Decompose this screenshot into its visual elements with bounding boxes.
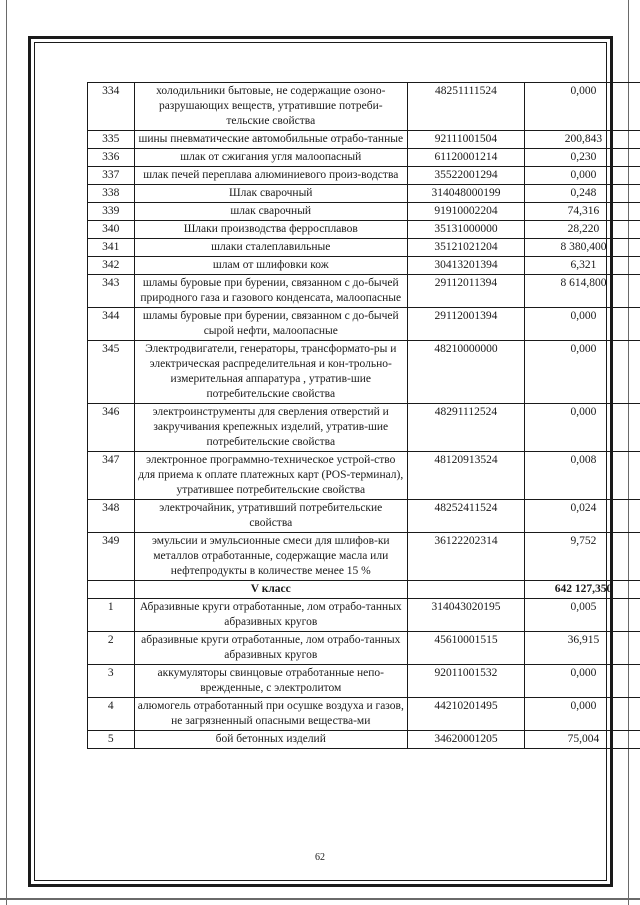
waste-name: алюмогель отработанный при осушке воздуха и газов, не загрязненный опасными вещества-ми — [134, 698, 407, 731]
scan-edge-left — [6, 0, 7, 905]
waste-name: шлак печей переплава алюминиевого произ-водства — [134, 167, 407, 185]
row-number: 337 — [88, 167, 135, 185]
row-number: 4 — [88, 698, 135, 731]
waste-amount: 36,915 — [524, 632, 640, 665]
row-number: 348 — [88, 500, 135, 533]
row-number: 342 — [88, 257, 135, 275]
waste-code: 36122202314 — [407, 533, 524, 581]
row-number: 5 — [88, 731, 135, 749]
waste-amount: 0,024 — [524, 500, 640, 533]
waste-amount: 0,000 — [524, 404, 640, 452]
row-number: 336 — [88, 149, 135, 167]
table-row — [88, 731, 640, 749]
waste-name: шлак от сжигания угля малоопасный — [134, 149, 407, 167]
waste-name: шины пневматические автомобильные отрабо-танные — [134, 131, 407, 149]
row-number: 1 — [88, 599, 135, 632]
waste-amount: 75,004 — [524, 731, 640, 749]
waste-name: шламы буровые при бурении, связанном с до-бычей природного газа и газового конденсата, малоопасные — [134, 275, 407, 308]
waste-amount: 200,843 — [524, 131, 640, 149]
table-row — [88, 665, 640, 698]
table-row — [88, 404, 640, 452]
waste-code: 45610001515 — [407, 632, 524, 665]
table-row — [88, 275, 640, 308]
row-number: 338 — [88, 185, 135, 203]
class-num-cell — [88, 581, 135, 599]
waste-name: эмульсии и эмульсионные смеси для шлифов-ки металлов отработанные, содержащие масла или нефтепродукты в количестве менее 15 % — [134, 533, 407, 581]
row-number: 343 — [88, 275, 135, 308]
row-number: 334 — [88, 83, 135, 131]
class-label: V класс — [134, 581, 407, 599]
class-total: 642 127,350 — [524, 581, 640, 599]
waste-code: 48291112524 — [407, 404, 524, 452]
waste-amount: 0,008 — [524, 452, 640, 500]
class-code-cell — [407, 581, 524, 599]
waste-amount: 9,752 — [524, 533, 640, 581]
waste-code: 44210201495 — [407, 698, 524, 731]
table-row — [88, 500, 640, 533]
waste-name: Абразивные круги отработанные, лом отрабо-танных абразивных кругов — [134, 599, 407, 632]
waste-code: 35121021204 — [407, 239, 524, 257]
waste-code: 92011001532 — [407, 665, 524, 698]
waste-code: 48120913524 — [407, 452, 524, 500]
waste-amount: 0,000 — [524, 698, 640, 731]
waste-name: электрочайник, утративший потребительские свойства — [134, 500, 407, 533]
table-row — [88, 203, 640, 221]
waste-amount: 0,000 — [524, 665, 640, 698]
table-row — [88, 167, 640, 185]
scan-edge-bottom — [0, 898, 640, 900]
row-number: 341 — [88, 239, 135, 257]
waste-code: 314043020195 — [407, 599, 524, 632]
row-number: 344 — [88, 308, 135, 341]
table-row — [88, 149, 640, 167]
page-number: 62 — [315, 852, 325, 863]
waste-amount: 0,005 — [524, 599, 640, 632]
waste-name: абразивные круги отработанные, лом отрабо-танных абразивных кругов — [134, 632, 407, 665]
row-number: 347 — [88, 452, 135, 500]
waste-name: электроинструменты для сверления отверстий и закручивания крепежных изделий, утратив-шие потребительские свойства — [134, 404, 407, 452]
waste-amount: 0,000 — [524, 308, 640, 341]
waste-amount: 0,000 — [524, 167, 640, 185]
waste-table-class-section — [88, 581, 640, 599]
waste-code: 34620001205 — [407, 731, 524, 749]
table-row — [88, 131, 640, 149]
row-number: 339 — [88, 203, 135, 221]
table-row — [88, 257, 640, 275]
row-number: 345 — [88, 341, 135, 404]
waste-code: 35131000000 — [407, 221, 524, 239]
waste-amount: 0,230 — [524, 149, 640, 167]
waste-name: шлак сварочный — [134, 203, 407, 221]
waste-code: 35522001294 — [407, 167, 524, 185]
waste-name: аккумуляторы свинцовые отработанные непо-врежденные, с электролитом — [134, 665, 407, 698]
waste-code: 48251111524 — [407, 83, 524, 131]
waste-code: 314048000199 — [407, 185, 524, 203]
waste-code: 91910002204 — [407, 203, 524, 221]
waste-amount: 8 380,400 — [524, 239, 640, 257]
waste-name: электронное программно-техническое устрой-ство для приема к оплате платежных карт (POS-терминал), утратившее потребительские свойства — [134, 452, 407, 500]
waste-code: 92111001504 — [407, 131, 524, 149]
waste-name: шламы буровые при бурении, связанном с до-бычей сырой нефти, малоопасные — [134, 308, 407, 341]
table-row — [88, 221, 640, 239]
row-number: 346 — [88, 404, 135, 452]
waste-amount: 0,248 — [524, 185, 640, 203]
table-row — [88, 698, 640, 731]
waste-code: 29112001394 — [407, 308, 524, 341]
waste-amount: 8 614,800 — [524, 275, 640, 308]
table-row — [88, 341, 640, 404]
waste-code: 29112011394 — [407, 275, 524, 308]
waste-amount: 6,321 — [524, 257, 640, 275]
table-row — [88, 452, 640, 500]
waste-amount: 0,000 — [524, 341, 640, 404]
table-row — [88, 83, 640, 131]
row-number: 3 — [88, 665, 135, 698]
waste-name: Шлаки производства ферросплавов — [134, 221, 407, 239]
row-number: 349 — [88, 533, 135, 581]
table-row — [88, 533, 640, 581]
waste-table-body-b — [88, 599, 640, 749]
row-number: 2 — [88, 632, 135, 665]
waste-name: бой бетонных изделий — [134, 731, 407, 749]
waste-name: Электродвигатели, генераторы, трансформато-ры и электрическая распределительная и кон-трольно-измерительная аппаратура , утратив-шие потребительские свойства — [134, 341, 407, 404]
waste-code: 48210000000 — [407, 341, 524, 404]
table-row — [88, 308, 640, 341]
waste-code: 61120001214 — [407, 149, 524, 167]
waste-table — [87, 82, 640, 749]
row-number: 340 — [88, 221, 135, 239]
waste-amount: 28,220 — [524, 221, 640, 239]
waste-name: Шлак сварочный — [134, 185, 407, 203]
waste-amount: 0,000 — [524, 83, 640, 131]
class-header-row — [88, 581, 640, 599]
waste-name: шлам от шлифовки кож — [134, 257, 407, 275]
table-row — [88, 599, 640, 632]
waste-table-body-a — [88, 83, 640, 581]
row-number: 335 — [88, 131, 135, 149]
waste-amount: 74,316 — [524, 203, 640, 221]
waste-code: 48252411524 — [407, 500, 524, 533]
waste-name: холодильники бытовые, не содержащие озоно-разрушающих веществ, утратившие потреби-тельские свойства — [134, 83, 407, 131]
waste-name: шлаки сталеплавильные — [134, 239, 407, 257]
table-row — [88, 239, 640, 257]
table-row — [88, 632, 640, 665]
waste-code: 30413201394 — [407, 257, 524, 275]
table-row — [88, 185, 640, 203]
